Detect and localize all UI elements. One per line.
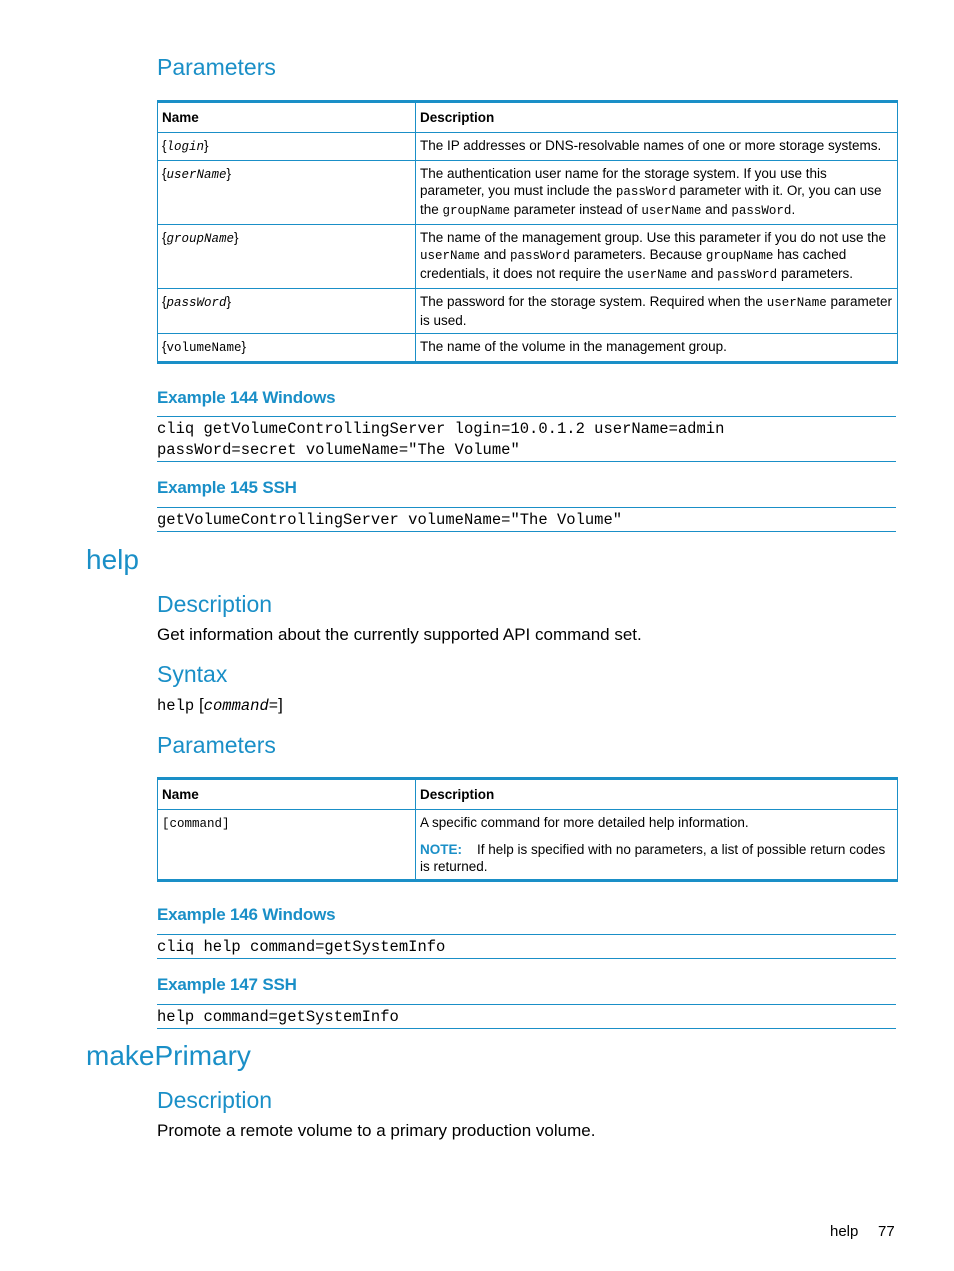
help-syntax: help [command=] — [157, 695, 283, 715]
table-row — [158, 225, 898, 289]
example-145-title: Example 145 SSH — [157, 478, 297, 497]
param-name: {userName} — [158, 161, 416, 225]
example-146-code: cliq help command=getSystemInfo — [157, 934, 896, 959]
column-header-description: Description — [416, 779, 898, 810]
param-name: {passWord} — [158, 289, 416, 334]
param-description — [416, 810, 898, 881]
footer-section-name: help — [830, 1223, 859, 1240]
param-description: The name of the volume in the management group. — [416, 334, 898, 363]
help-syntax-heading: Syntax — [157, 661, 228, 687]
param-description: The IP addresses or DNS-resolvable names of one or more storage systems. — [416, 133, 898, 161]
example-144-title: Example 144 Windows — [157, 388, 336, 407]
help-parameters-table — [157, 777, 898, 882]
help-description-text: Get information about the currently supported API command set. — [157, 625, 642, 644]
example-147-code: help command=getSystemInfo — [157, 1004, 896, 1029]
makeprimary-description-text: Promote a remote volume to a primary production volume. — [157, 1121, 596, 1140]
param-name: {volumeName} — [158, 334, 416, 363]
help-title: help — [86, 544, 139, 575]
note-text: If help is specified with no parameters, a list of possible return codes is returned. — [420, 842, 886, 874]
param-name: {groupName} — [158, 225, 416, 289]
table-row — [158, 161, 898, 225]
param-description: The password for the storage system. Required when the userName parameter is used. — [416, 289, 898, 334]
column-header-name: Name — [158, 102, 416, 133]
param-name: {login} — [158, 133, 416, 161]
column-header-name: Name — [158, 779, 416, 810]
table-row — [158, 334, 898, 363]
makeprimary-description-heading: Description — [157, 1087, 273, 1113]
param-description-text: A specific command for more detailed help information. — [420, 815, 749, 830]
help-description-heading: Description — [157, 591, 273, 617]
column-header-description: Description — [416, 102, 898, 133]
parameters-heading: Parameters — [157, 54, 276, 80]
table-row — [158, 289, 898, 334]
example-145-code: getVolumeControllingServer volumeName="The Volume" — [157, 507, 896, 532]
example-144-code: cliq getVolumeControllingServer login=10.0.1.2 userName=admin passWord=secret volumeName="The Volume" — [157, 416, 896, 462]
param-name: [command] — [158, 810, 416, 881]
help-parameters-heading: Parameters — [157, 732, 276, 758]
param-description: The authentication user name for the storage system. If you use this parameter, you must include the passWord parameter with it. Or, you can use the groupName parameter instead of userName and passWord. — [416, 161, 898, 225]
param-description: The name of the management group. Use this parameter if you do not use the userName and passWord parameters. Because groupName has cached credentials, it does not require the userName and passWord parameters. — [416, 225, 898, 289]
table-row — [158, 133, 898, 161]
parameters-table — [157, 100, 898, 364]
example-147-title: Example 147 SSH — [157, 975, 297, 994]
page-number: 77 — [878, 1223, 895, 1240]
example-146-title: Example 146 Windows — [157, 905, 336, 924]
table-row — [158, 810, 898, 881]
makeprimary-title: makePrimary — [86, 1040, 251, 1071]
note-label: NOTE: — [420, 842, 462, 857]
note — [420, 841, 893, 875]
